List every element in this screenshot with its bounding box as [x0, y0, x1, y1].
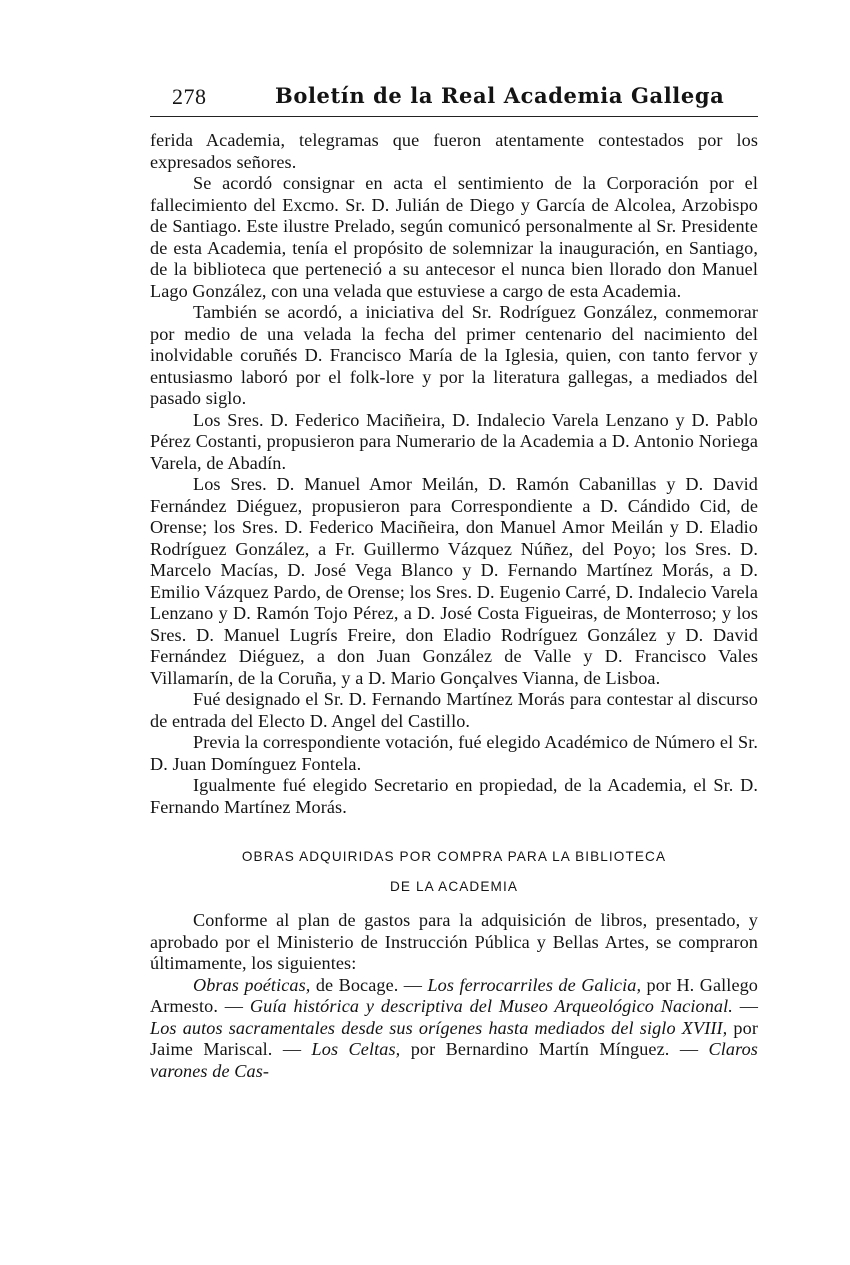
- main-text: [150, 130, 758, 1082]
- work-title: Los ferrocarriles de Galicia,: [427, 974, 642, 995]
- paragraph-numerario-proposal: Los Sres. D. Federico Maciñeira, D. Indalecio Varela Lenzano y D. Pablo Pérez Costanti, propusieron para Numerario de la Academia a D. Antonio Noriega Varela, de Abadín.: [150, 409, 758, 473]
- work-title: Guía histórica y descriptiva del Museo Arqueológico Nacional.: [249, 996, 733, 1016]
- paragraph-acquisitions-intro: Conforme al plan de gastos para la adquisición de libros, presentado, y aprobado por el Ministerio de Instrucción Pública y Bellas Artes, se compraron últimamente, los siguientes:: [150, 910, 758, 973]
- paragraph-election-secretario: Igualmente fué elegido Secretario en propiedad, de la Academia, el Sr. D. Fernando Martínez Morás.: [150, 775, 758, 817]
- paragraph-correspondiente-proposals: Los Sres. D. Manuel Amor Meilán, D. Ramón Cabanillas y D. David Fernández Diéguez, propusieron para Correspondiente a D. Cándido Cid, de Orense; los Sres. D. Federico Maciñeira, don Manuel Amor Meilán y D. Eladio Rodríguez González, a Fr. Guillermo Vázquez Núñez, del Poyo; los Sres. D. Marcelo Macías, D. José Vega Blanco y D. Fernando Martínez Morás, a D. Emilio Vázquez Pardo, de Orense; los Sres. D. Eugenio Carré, D. Indalecio Varela Lenzano y D. Ramón Tojo Pérez, a D. José Costa Figueiras, de Monterroso; y los Sres. D. Manuel Lugrís Freire, don Eladio Rodríguez González y D. David Fernández Diéguez, a don Juan González de Valle y D. Francisco Vales Villamarín, de la Coruña, y a D. Mario Gonçalves Vianna, de Lisboa.: [150, 474, 758, 688]
- page-header: [150, 80, 758, 117]
- work-title: Claros varones de Cas-: [150, 1039, 758, 1081]
- section-title-line-1: OBRAS ADQUIRIDAS POR COMPRA PARA LA BIBLIOTECA: [241, 849, 667, 864]
- work-author: por Jaime Mariscal. —: [150, 1017, 758, 1059]
- journal-title: Boletín de la Real Academia Gallega: [275, 83, 725, 108]
- paragraph-continuation: ferida Academia, telegramas que fueron atentamente contestados por los expresados señores.: [150, 130, 758, 172]
- page-number: 278: [172, 84, 207, 109]
- paragraph-centenary: También se acordó, a iniciativa del Sr. Rodríguez González, conmemorar por medio de una velada la fecha del primer centenario del nacimiento del inolvidable coruñés D. Francisco María de la Iglesia, quien, con tanto fervor y entusiasmo laboró por el folk-lore y por la literatura gallegas, a mediados del pasado siglo.: [150, 302, 758, 408]
- section-title-line-2: DE LA ACADEMIA: [390, 879, 518, 894]
- paragraph-designation: Fué designado el Sr. D. Fernando Martínez Morás para contestar al discurso de entrada del Electo D. Angel del Castillo.: [150, 689, 758, 731]
- paragraph-archbishop: Se acordó consignar en acta el sentimiento de la Corporación por el fallecimiento del Excmo. Sr. D. Julián de Diego y García de Alcolea, Arzobispo de Santiago. Este ilustre Prelado, según comunicó personalmente al Sr. Presidente de esta Academia, tenía el propósito de solemnizar la inauguración, en Santiago, de la biblioteca que perteneció a su antecesor el nunca bien llorado don Manuel Lago González, con una velada que estuviese a cargo de esta Academia.: [150, 173, 758, 301]
- paragraph-election-academico: Previa la correspondiente votación, fué elegido Académico de Número el Sr. D. Juan Domínguez Fontela.: [150, 732, 758, 774]
- acquired-works-list: [150, 975, 758, 1083]
- work-title: Obras poéticas,: [193, 974, 311, 995]
- work-title: Los Celtas,: [311, 1039, 401, 1059]
- work-author: por H. Gallego Armesto. —: [150, 974, 759, 1016]
- work-author: de Bocage. —: [310, 974, 428, 995]
- work-title: Los autos sacramentales desde sus orígenes hasta mediados del siglo XVIII,: [150, 1017, 728, 1038]
- work-separator: —: [732, 996, 758, 1016]
- work-author: por Bernardino Martín Mínguez. —: [400, 1039, 709, 1059]
